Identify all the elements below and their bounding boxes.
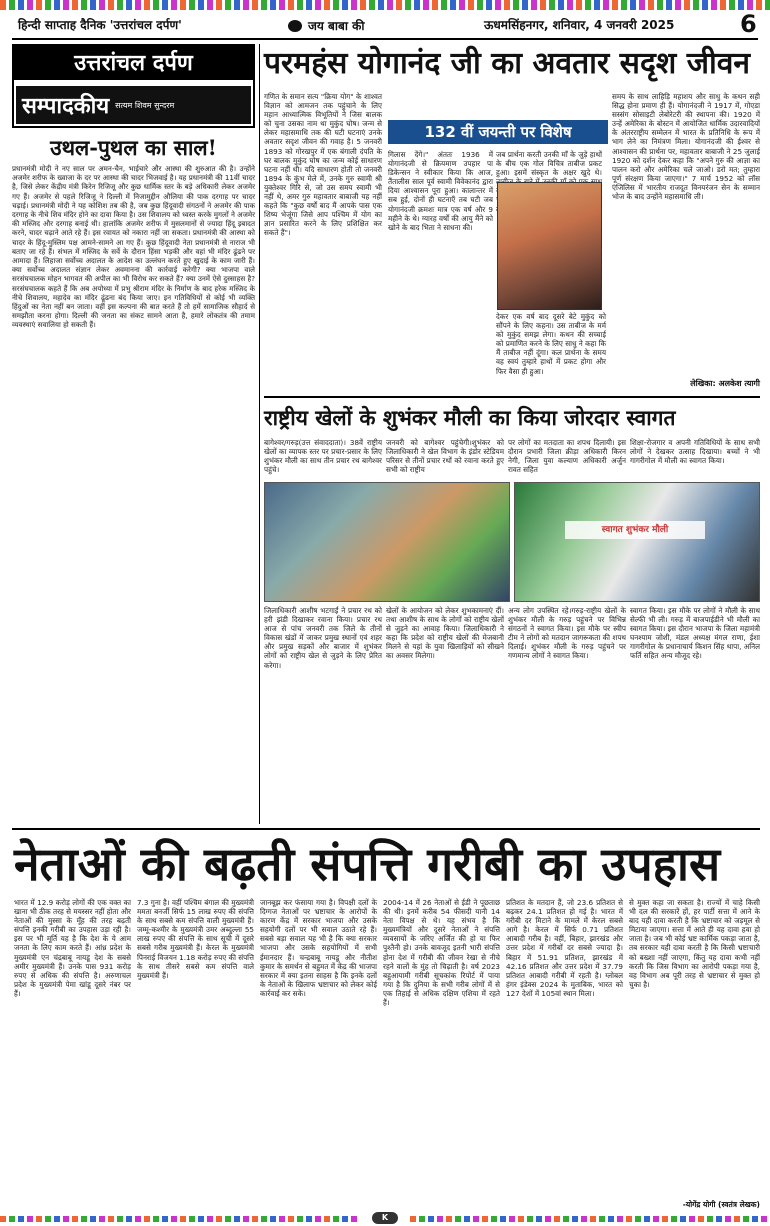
header-rule xyxy=(12,38,758,40)
photo-banner-text: स्वागत शुभंकर मौली xyxy=(565,521,705,539)
om-icon xyxy=(288,20,302,32)
bottom-color-strip-right xyxy=(410,1216,770,1222)
opinion-col-4: 2004-14 में 26 नेताओं से ईडी ने पूछताछ की थी। इनमें करीब 54 फीसदी यानी 14 नेता विपक्ष से थे। यह संभव है कि मुख्यमंत्रियों और दूसरे नेताओं ने संपत्ति व्यवसायों के जरिए अर्जित की हो या फिर पुश्तैनी हो। उनके बावजूद इतनी भारी संपत्ति होना देश में गरीबी की जीवन रेखा से नीचे रहने वालों के मुंह तो चिढ़ाती है। वर्ष 2023 बहुआयामी गरीबी सूचकांक रिपोर्ट में पाया गया है कि दुनिया के सभी गरीब लोगों में से एक तिहाई से अधिक दक्षिण एशिया में रहते हैं। xyxy=(383,898,500,1008)
sports-col-2: जनवरी को बागेश्वर पहुंचेगी।शुभंकर को जिलाधिकारी ने खेल विभाग के इंडोर स्टेडियम परिसर से तीनों प्रचार रथों को रवाना करते हुए सभी को राष्ट्रीय xyxy=(386,438,504,475)
brand-title: उत्तरांचल दर्पण xyxy=(14,46,253,80)
opinion-col-3: जानबूझ कर फंसाया गया है। विपक्षी दलों के दिग्गज नेताओं पर भ्रष्टाचार के आरोपों के कारण केंद्र में सरकार भाजपा और उसके सहयोगी दलों पर भी सवाल उठाते रहे हैं। सबसे बड़ा सवाल यह भी है कि क्या सरकार भाजपा और उसके सहयोगियों में सभी ईमानदार हैं। चन्द्रबाबू नायडू और नीतीश कुमार के समर्थन से बहुमत में केंद्र की भाजपा सरकार में क्या इतना साहस है कि इनके दलों के नेताओं के खिलाफ भ्रष्टाचार को लेकर कोई कार्रवाई कर सके। xyxy=(260,898,377,998)
place-date: ऊधमसिंहनगर, शनिवार, 4 जनवरी 2025 xyxy=(484,18,675,32)
section-bar xyxy=(16,86,251,124)
yogananda-portrait xyxy=(497,182,602,310)
lead-col-3b: देकर एक वर्ष बाद दूसरे बेटे मुकुंद को सौंपने के लिए कहना। उस ताबीज के मर्म को मुकुंद समझ लेगा। कथन की सच्चाई को प्रमाणित करने के लिए साधु ने कहा कि मैं ताबीज नहीं दूंगा। कल प्रार्थना के समय वह स्वयं तुम्हारे हाथों में प्रकट होगा और फिर वैसा ही हुआ। xyxy=(496,312,606,376)
opinion-headline: नेताओं की बढ़ती संपत्ति गरीबी का उपहास xyxy=(14,837,721,891)
sports-lower-4: स्वागत किया। इस मौके पर लोगों ने मौली के साथ सेल्फी भी ली। गरुड़ में बाजपाईडीने भी मौली का स्वागत किया। इस दौरान भाजपा के जिला महामंत्री घनश्याम जोशी, मंडल अध्यक्ष मंगल राणा, ईशा गागरीगोल के प्रधानाचार्य किशन सिंह थापा, अनिल फर्ति सहित अन्य मौजूद रहे। xyxy=(630,606,760,661)
opinion-col-2: 7.3 गुना है। वहीं पश्चिम बंगाल की मुख्यमंत्री ममता बनर्जी सिर्फ 15 लाख रुपए की संपत्ति के साथ सबसे कम संपत्ति वाली मुख्यमंत्री हैं। जम्मू-कश्मीर के मुख्यमंत्री उमर अब्दुल्ला 55 लाख रुपए की संपत्ति के साथ सूची में दूसरे सबसे गरीब मुख्यमंत्री हैं। केरल के मुख्यमंत्री पिनराई विजयन 1.18 करोड़ रुपए की संपत्ति के साथ तीसरे सबसे कम संपत्ति वाले मुख्यमंत्री हैं। xyxy=(137,898,254,980)
motto: सत्यम शिवम सुन्दरम xyxy=(115,100,175,110)
lead-col-3: जब प्रार्थना करती उनकी माँ के जुड़े हाथों के बीच एक गोल विचित्र ताबीज प्रकट हुआ। इसमें संस्कृत के अक्षर खुदे थे। xyxy=(496,150,602,178)
tagline: जय बाबा की xyxy=(308,19,365,33)
opinion-col-5: प्रतिशत के मतदान हैं, जो 23.6 प्रतिशत से बढ़कर 24.1 प्रतिशत हो गई है। भारत में गरीबी दर मिटाने के मामले में केरल सबसे आगे है। केरल में सिर्फ 0.71 प्रतिशत आबादी गरीब है। वहीं, बिहार, झारखंड और उत्तर प्रदेश में गरीबों दर सबसे ज्यादा है। बिहार में 51.91 प्रतिशत, झारखंड में 42.16 प्रतिशत और उत्तर प्रदेश में 37.79 प्रतिशत आबादी गरीबी में रहती है। ग्लोबल हंगर इंडेक्स 2024 के मुताबिक, भारत को 127 देशों में 105वां स्थान मिला। xyxy=(506,898,623,998)
lead-col-2: गिलास देंगे।" अंततः 1936 में योगानंदजी से क्रियमाण उपहार पा डिकेन्सन ने स्वीकार किया कि आज, तैंतालीस साल पूर्व स्वामी विवेकानंद द्वारा दिया आश्वासन पूरा हुआ। कालान्तर में सब हुई, दोनों ही घटनाएँ तब घटी जब योगानंदजी क्रमशः मात्र एक वर्ष और 9 महीने के थे। ग्यारह वर्षों की आयु मैंने को खोने के बाद भिता ने साधना की। xyxy=(388,150,493,232)
section-label: सम्पादकीय xyxy=(22,93,110,119)
top-color-strip xyxy=(0,0,770,10)
lead-rule xyxy=(264,396,760,398)
lead-headline: परमहंस योगानंद जी का अवतार सदृश जीवन xyxy=(264,46,751,81)
editorial-body: प्रधानमंत्री मोदी ने नए साल पर अमन-चैन, भाईचारे और आस्था की शुरुआत की है। उन्होंने अजमेर शरीफ के ख्वाजा के दर पर आस्था की चादर भिजवाई है। यह प्रधानमंत्री की 11वीं चादर है, जिसे लेकर केंद्रीय मंत्री किरेन रिजिजू और कुछ धार्मिक स्तर के बड़े अधिकारी लेकर अजमेर गए हैं। अजमेर से पहले रिजिजू ने दिल्ली में निजामुद्दीन औलिया की पाक दरगाह पर चादर चढ़ाई। प्रधानमंत्री मोदी ने यह कोशिश तब की है, जब कुछ हिंदूवादी संगठनों ने अजमेर की पाक दरगाह के नीचे शिव मंदिर होने का दावा किया है। उस शिवालय को ध्वस्त करके मुगलों ने अजमेर की मस्जिद और दरगाह बनाई थी। हालांकि अजमेर शरीफ में मुसलमानों से ज्यादा हिंदू इबादत करने, चादर चढ़ाने आते रहे हैं। इस रवायत को नकारा नहीं जा सकता। प्रधानमंत्री की आस्था को चादर के हिंदू-मुस्लिम पक्ष आमने-सामने आ गए हैं। कुछ हिंदूवादी नेता प्रधानमंत्री से नाराज भी बताए जा रहे हैं। संभल में मस्जिद के सर्वे के दौरान हिंसा भड़की और वहां भी मंदिर ढूंढने पर आमादा हैं। लिहाजा सर्वोच्च अदालत के आदेश का उल्लंघन करते हुए खुदाई के काम जारी हैं। क्या सर्वोच्च अदालत संज्ञान लेकर अवमानना की कार्रवाई करेगी? क्या भाजपा वाले सरसंघचालक मोहन भागवत की अपील का भी विरोध कर सकते हैं? क्या उनमें ऐसे दुस्साहस है? सरसंघचालक कहते हैं कि अब अयोध्या में प्रभु श्रीराम मंदिर के निर्माण के बाद हरेक मस्जिद के नीचे शिवालय, महादेव का मंदिर ढूंढना बंद किया जाए। इन गतिविधियों से कोई भी व्यक्ति हिंदुओं का नेता नहीं बन जाता। वहीं इस कल्पना की बात करते हैं तो हमें सामाजिक सौहार्द से समझौता करना होगा। दिल्ली की जनता का संकट सामने आता है, हमारे लोकतंत्र की तमाम व्यवस्थाएं सवालिया हो सकती हैं। xyxy=(12,164,255,330)
editorial-headline: उथल-पुथल का साल! xyxy=(50,135,217,160)
opinion-col-1: भारत में 12.9 करोड़ लोगों की एक वक्त का खाना भी ठीक तरह से मयस्सर नहीं होता और नेताओं की मुस्सा के मूँह की तरह बढ़ती संपत्ति इनकी गरीबी का उपहास उड़ा रही है। इस पर भी मूर्ति यह है कि देश के ये आम जनता के लिए काम करते हैं। आंध्र प्रदेश के मुख्यमंत्री एन चंद्रबाबू नायडू देश के सबसे अमीर मुख्यमंत्री हैं। उनके पास 931 करोड़ रुपए से अधिक की संपत्ति है। अरुणाचल प्रदेश के मुख्यमंत्री पेमा खांडू दूसरे नंबर पर हैं। xyxy=(14,898,131,998)
sports-photo-crowd xyxy=(264,482,510,602)
sports-col-3: पर लोगों का मतदाता का शपथ दिलायी। इस दौरान प्रभारी जिला क्रीड़ा अधिकारी किरन नेगी, जिला युवा कल्याण अधिकारी अर्जुन रावत सहित xyxy=(508,438,626,475)
sports-col-1: बागेश्वर/गरुड़(उत्त संवाददाता)। 38वें राष्ट्रीय खेलों का व्यापक स्तर पर प्रचार-प्रसार के लिए शुभंकर मौली का साथ तीन प्रचार रथ बागेश्वर पहुंचे। xyxy=(264,438,382,475)
paper-name: हिन्दी साप्ताह दैनिक 'उत्तरांचल दर्पण' xyxy=(18,18,182,32)
sports-lower-1: जिलाधिकारी आशीष भटगाईं ने प्रचार रथ को हरी झंडी दिखाकर रवाना किया। प्रचार रथ आज से पांच जनवरी तक जिले के तीनों विकास खंडों में जाकर प्रमुख स्थानों एवं शहर और प्रमुख सड़कों और बाजार में शुभंकर लोगों को राष्ट्रीय खेल से जुड़ने के लिए प्रेरित करेगा। xyxy=(264,606,382,670)
sports-headline: राष्ट्रीय खेलों के शुभंकर मौली का किया जोरदार स्वागत xyxy=(264,405,676,430)
opinion-byline: -योगेंद्र योगी (स्वतंत्र लेखक) xyxy=(682,1200,760,1209)
anniversary-banner: 132 वीं जयन्ती पर विशेष xyxy=(388,120,608,144)
page-number: 6 xyxy=(740,10,757,38)
lead-col-4: समय के साथ लाहिड़ि महाशय और साधु के कथन सही सिद्ध होना प्रमाण ही हैं। योगानंदजी ने 1917 में, गोएडा सस्संग सोसाइटी लेबोरेटरी की स्थापना की। 1920 में उन्हें अमेरिका के बोस्टन में आयोजित धार्मिक उदारवादियों के अंतरराष्ट्रीय सम्मेलन में भारत के प्रतिनिधि के रूप में भाग लेने का निमंत्रण मिला। योगानंदजी की ईश्वर से आश्वासन की प्रार्थना पर, महावतार बाबाजी ने 25 जुलाई 1920 को दर्शन देकर कहा कि "अपने गुरु की आज्ञा का पालन करो और अमेरिका चले जाओ। डरो मत; तुम्हारा पूर्ण संरक्षण किया जाएगा।" 7 मार्च 1952 को लॉस एंजिलिस में भारतीय राजदूत विनयरंजन सेन के सम्मान भोज के बाद उन्होंने महासमाधि ली। xyxy=(612,92,760,202)
tagline-group xyxy=(288,17,364,34)
opinion-col-6: से मुक्त कहा जा सकता है। राज्यों में चाहे किसी भी दल की सरकारें हों, हर पार्टी सत्ता में आने के बाद यही दावा करती है कि भ्रष्टाचार को जड़मूल से मिटाया जाएगा। सत्ता में आते ही यह दावा हवा हो जाता है। जब भी कोई भ्रष्ट कार्मिक पकड़ा जाता है, तब सरकार यही दावा करती है कि किसी भ्रष्टाचारी को बख्शा नहीं जाएगा, किंतु यह दावा कभी नहीं करती कि जिस विभाग का आरोपी पकड़ा गया है, वह विभाग अब पूरी तरह से भ्रष्टाचार से मुक्त हो चुका है। xyxy=(629,898,760,989)
lead-col-1: गणित के समान सत्य "क्रिया योग" के शाश्वत विज्ञान को आमजन तक पहुंचाने के लिए महान आध्यात्मिक विभूतियों ने जिस बालक को चुना उसका नाम था मुकुंद घोष। जन्म से लेकर महासमाधि तक की घटी घटनाएं उनके अवतार सदृश जीवन की गवाह है। 5 जनवरी 1893 को गोरखपुर में एक बंगाली दंपति के घर बालक मुकुंद घोष का जन्म कोई साधारण घटना नहीं थी। यदि साधारण होती तो जनवरी 1894 के कुंभ मेले में, उनके गुरु स्वामी श्री युक्तेश्वर गिरि से, जो उस समय स्वामी भी नहीं थे, अमर गुरु महावतार बाबाजी यह नहीं कहते कि "कुछ वर्षों बाद मैं आपके पास एक शिष्य भेजूंगा जिसे आप पश्चिम में योग का ज्ञान प्रसारित करने के लिए प्रशिक्षित कर सकते हैं"। xyxy=(264,92,382,238)
bottom-color-strip-left xyxy=(0,1216,360,1222)
footer-mark: K xyxy=(372,1212,398,1224)
lead-byline: लेखिका: अलकेश त्यागी xyxy=(690,379,760,388)
sports-lower-2: खेलों के आयोजन को लेकर शुभकामनाएं दीं। तथा आशीष के साथ के लोगों को राष्ट्रीय खेलों से जुड़ने का आवाह किया। जिलाधिकारी ने कहा कि प्रदेश को राष्ट्रीय खेलों की मेजबानी मिलने से यहां के युवा खिलाड़ियों को सीखने का अवसर मिलेगा। xyxy=(386,606,504,661)
sports-photo-mascot xyxy=(514,482,760,602)
editorial-masthead xyxy=(12,44,255,128)
column-divider xyxy=(259,44,260,824)
sports-lower-3: अन्य लोग उपस्थित रहे।गरुड़-राष्ट्रीय खेलों के शुभंकर मौली के गरुड़ पहुंचने पर विभिन्न संगठनों ने स्वागत किया। इस मौके पर स्वीप टीम ने लोगों को मतदान जागरूकता की शपथ दिलाई। शुभंकर मौली के गरुड़ पहुंचने पर गणमान्य लोगों ने स्वागत किया। xyxy=(508,606,626,661)
sports-col-4: शिक्षा-रोजगार व अपनी गतिविधियों के साथ सभी लोगों ने देखकर उत्साह दिखाया। बच्चों ने भी गागरीगोल में मौली का स्वागत किया। xyxy=(630,438,760,466)
section-rule xyxy=(12,828,760,830)
